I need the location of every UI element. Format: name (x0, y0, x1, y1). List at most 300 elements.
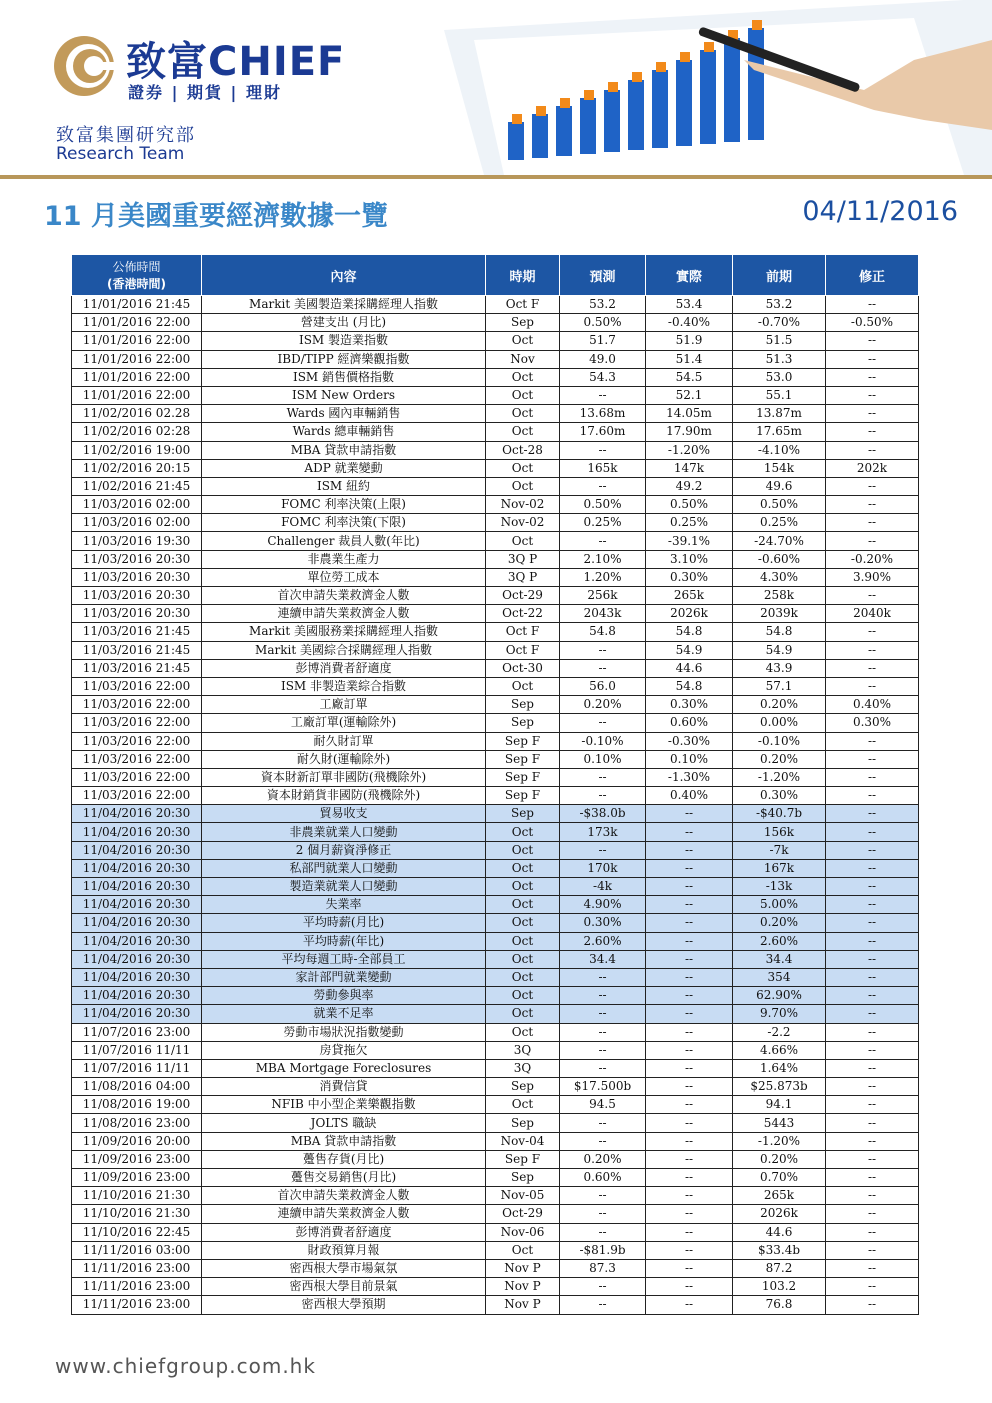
cell-actual: -- (646, 914, 733, 932)
cell-actual: 0.40% (646, 787, 733, 805)
cell-period: Oct F (486, 623, 560, 641)
cell-actual: -- (646, 950, 733, 968)
cell-period: Oct F (486, 296, 560, 314)
cell-period: Oct F (486, 641, 560, 659)
cell-actual: 54.8 (646, 677, 733, 695)
cell-time: 11/03/2016 22:00 (72, 696, 202, 714)
cell-period: Oct (486, 859, 560, 877)
cell-forecast: -- (560, 1187, 646, 1205)
cell-period: Oct (486, 423, 560, 441)
cell-period: Sep F (486, 750, 560, 768)
table-row (72, 441, 919, 459)
cell-content: 資本財銷貨非國防(飛機除外) (202, 787, 486, 805)
cell-time: 11/09/2016 23:00 (72, 1150, 202, 1168)
cell-previous: 62.90% (733, 987, 826, 1005)
cell-forecast: 0.25% (560, 514, 646, 532)
cell-content: 就業不足率 (202, 1005, 486, 1023)
table-row (72, 859, 919, 877)
cell-forecast: -- (560, 1059, 646, 1077)
cell-period: Oct (486, 823, 560, 841)
cell-time: 11/04/2016 20:30 (72, 950, 202, 968)
cell-revised: -- (826, 841, 919, 859)
cell-content: 家計部門就業變動 (202, 968, 486, 986)
cell-previous: 87.2 (733, 1259, 826, 1277)
table-row (72, 332, 919, 350)
cell-period: Sep F (486, 1150, 560, 1168)
cell-time: 11/03/2016 22:00 (72, 768, 202, 786)
cell-previous: 2039k (733, 605, 826, 623)
cell-actual: 54.9 (646, 641, 733, 659)
cell-forecast: 2.10% (560, 550, 646, 568)
cell-period: Nov-05 (486, 1187, 560, 1205)
cell-content: 密西根大學目前景氣 (202, 1278, 486, 1296)
cell-content: Markit 美國服務業採購經理人指數 (202, 623, 486, 641)
cell-time: 11/11/2016 23:00 (72, 1296, 202, 1314)
cell-content: 彭博消費者舒適度 (202, 659, 486, 677)
cell-revised: -- (826, 532, 919, 550)
table-row (72, 1005, 919, 1023)
cell-time: 11/03/2016 20:30 (72, 568, 202, 586)
table-row (72, 1241, 919, 1259)
cell-forecast: -- (560, 968, 646, 986)
cell-period: Sep (486, 1169, 560, 1187)
cell-content: Wards 總車輛銷售 (202, 423, 486, 441)
cell-period: Oct (486, 677, 560, 695)
cell-revised: -- (826, 514, 919, 532)
cell-content: 勞動市場狀況指數變動 (202, 1023, 486, 1041)
cell-previous: 258k (733, 587, 826, 605)
table-row (72, 623, 919, 641)
cell-content: Wards 國內車輛銷售 (202, 405, 486, 423)
cell-revised: -- (826, 1059, 919, 1077)
footer-website: www.chiefgroup.com.hk (55, 1354, 316, 1378)
cell-time: 11/04/2016 20:30 (72, 914, 202, 932)
cell-actual: 3.10% (646, 550, 733, 568)
cell-content: Markit 美國綜合採購經理人指數 (202, 641, 486, 659)
cell-actual: 0.30% (646, 568, 733, 586)
cell-forecast: -- (560, 1023, 646, 1041)
cell-content: ISM 製造業指數 (202, 332, 486, 350)
table-row (72, 1205, 919, 1223)
cell-forecast: 17.60m (560, 423, 646, 441)
cell-previous: 5.00% (733, 896, 826, 914)
department-name-en: Research Team (56, 144, 185, 164)
cell-previous: 43.9 (733, 659, 826, 677)
cell-revised: 3.90% (826, 568, 919, 586)
cell-actual: -- (646, 1023, 733, 1041)
cell-content: ISM New Orders (202, 386, 486, 404)
table-row (72, 1096, 919, 1114)
cell-forecast: 173k (560, 823, 646, 841)
table-row (72, 987, 919, 1005)
cell-actual: -- (646, 805, 733, 823)
cell-content: 密西根大學預期 (202, 1296, 486, 1314)
cell-revised: -- (826, 732, 919, 750)
cell-forecast: -- (560, 477, 646, 495)
cell-previous: -13k (733, 878, 826, 896)
cell-forecast: 256k (560, 587, 646, 605)
cell-forecast: 54.8 (560, 623, 646, 641)
cell-period: Oct (486, 459, 560, 477)
cell-actual: -- (646, 1169, 733, 1187)
cell-previous: 154k (733, 459, 826, 477)
column-header-revised: 修正 (826, 255, 919, 296)
cell-actual: -- (646, 968, 733, 986)
cell-previous: 0.20% (733, 750, 826, 768)
cell-period: 3Q P (486, 568, 560, 586)
cell-revised: -- (826, 496, 919, 514)
cell-previous: 0.20% (733, 914, 826, 932)
cell-time: 11/03/2016 20:30 (72, 605, 202, 623)
cell-content: ISM 紐約 (202, 477, 486, 495)
cell-time: 11/11/2016 23:00 (72, 1259, 202, 1277)
cell-time: 11/03/2016 21:45 (72, 641, 202, 659)
cell-forecast: -- (560, 641, 646, 659)
table-row (72, 1187, 919, 1205)
cell-previous: -$40.7b (733, 805, 826, 823)
table-row (72, 659, 919, 677)
column-header-actual: 實際 (646, 255, 733, 296)
cell-content: 平均時薪(年比) (202, 932, 486, 950)
cell-content: 單位勞工成本 (202, 568, 486, 586)
cell-time: 11/07/2016 11/11 (72, 1059, 202, 1077)
cell-actual: 44.6 (646, 659, 733, 677)
table-row (72, 641, 919, 659)
cell-actual: -- (646, 896, 733, 914)
cell-time: 11/03/2016 02:00 (72, 514, 202, 532)
cell-previous: $25.873b (733, 1078, 826, 1096)
cell-content: FOMC 利率決策(下限) (202, 514, 486, 532)
page-title: 11 月美國重要經濟數據一覽 (44, 201, 388, 232)
cell-period: Nov P (486, 1296, 560, 1314)
cell-forecast: -- (560, 1278, 646, 1296)
cell-period: Oct (486, 932, 560, 950)
cell-revised: -- (826, 932, 919, 950)
cell-forecast: -$38.0b (560, 805, 646, 823)
cell-time: 11/03/2016 20:30 (72, 550, 202, 568)
cell-period: Nov-02 (486, 496, 560, 514)
cell-revised: -- (826, 405, 919, 423)
cell-forecast: 94.5 (560, 1096, 646, 1114)
cell-actual: 52.1 (646, 386, 733, 404)
cell-time: 11/11/2016 03:00 (72, 1241, 202, 1259)
cell-actual: -- (646, 1114, 733, 1132)
cell-time: 11/03/2016 19:30 (72, 532, 202, 550)
cell-forecast: -- (560, 768, 646, 786)
cell-forecast: 170k (560, 859, 646, 877)
cell-period: Oct (486, 914, 560, 932)
cell-previous: -7k (733, 841, 826, 859)
cell-time: 11/01/2016 22:00 (72, 386, 202, 404)
table-row (72, 296, 919, 314)
cell-previous: 0.00% (733, 714, 826, 732)
cell-revised: -- (826, 423, 919, 441)
cell-content: 彭博消費者舒適度 (202, 1223, 486, 1241)
cell-actual: 54.8 (646, 623, 733, 641)
cell-previous: 2.60% (733, 932, 826, 950)
cell-content: JOLTS 職缺 (202, 1114, 486, 1132)
cell-previous: 51.3 (733, 350, 826, 368)
cell-actual: -- (646, 859, 733, 877)
cell-actual: 14.05m (646, 405, 733, 423)
cell-time: 11/03/2016 22:00 (72, 714, 202, 732)
cell-forecast: -- (560, 386, 646, 404)
cell-previous: 44.6 (733, 1223, 826, 1241)
cell-forecast: 56.0 (560, 677, 646, 695)
cell-content: 首次申請失業救濟金人數 (202, 587, 486, 605)
cell-time: 11/03/2016 21:45 (72, 623, 202, 641)
cell-period: Oct-28 (486, 441, 560, 459)
cell-actual: 51.9 (646, 332, 733, 350)
cell-actual: -0.40% (646, 314, 733, 332)
table-row (72, 805, 919, 823)
cell-actual: 2026k (646, 605, 733, 623)
cell-period: Oct (486, 987, 560, 1005)
cell-actual: -0.30% (646, 732, 733, 750)
cell-actual: -- (646, 1278, 733, 1296)
cell-content: 躉售交易銷售(月比) (202, 1169, 486, 1187)
cell-revised: 2040k (826, 605, 919, 623)
cell-time: 11/03/2016 20:30 (72, 587, 202, 605)
table-row (72, 514, 919, 532)
cell-previous: 17.65m (733, 423, 826, 441)
table-row (72, 477, 919, 495)
cell-content: 失業率 (202, 896, 486, 914)
cell-previous: 13.87m (733, 405, 826, 423)
cell-time: 11/04/2016 20:30 (72, 896, 202, 914)
cell-previous: 103.2 (733, 1278, 826, 1296)
cell-period: Oct-29 (486, 587, 560, 605)
cell-period: Nov-04 (486, 1132, 560, 1150)
cell-time: 11/08/2016 04:00 (72, 1078, 202, 1096)
table-row (72, 314, 919, 332)
cell-period: Nov P (486, 1259, 560, 1277)
cell-actual: -- (646, 987, 733, 1005)
cell-revised: -- (826, 350, 919, 368)
table-row (72, 1078, 919, 1096)
cell-actual: -- (646, 1041, 733, 1059)
cell-time: 11/10/2016 21:30 (72, 1205, 202, 1223)
cell-forecast: 0.20% (560, 696, 646, 714)
cell-forecast: -- (560, 841, 646, 859)
cell-period: Oct (486, 1241, 560, 1259)
cell-revised: -- (826, 823, 919, 841)
cell-revised: -- (826, 878, 919, 896)
cell-period: Oct (486, 896, 560, 914)
cell-actual: -- (646, 1005, 733, 1023)
column-header-previous: 前期 (733, 255, 826, 296)
cell-previous: -0.70% (733, 314, 826, 332)
cell-forecast: 53.2 (560, 296, 646, 314)
cell-period: Nov-02 (486, 514, 560, 532)
cell-actual: -- (646, 1259, 733, 1277)
cell-content: 2 個月薪資淨修正 (202, 841, 486, 859)
cell-forecast: -- (560, 1205, 646, 1223)
cell-content: 消費信貸 (202, 1078, 486, 1096)
cell-revised: -- (826, 641, 919, 659)
cell-revised: -- (826, 332, 919, 350)
cell-time: 11/01/2016 22:00 (72, 314, 202, 332)
cell-actual: -- (646, 1132, 733, 1150)
table-row (72, 714, 919, 732)
cell-forecast: 51.7 (560, 332, 646, 350)
cell-content: 平均時薪(月比) (202, 914, 486, 932)
cell-forecast: -- (560, 1223, 646, 1241)
cell-period: Oct (486, 841, 560, 859)
cell-revised: -- (826, 896, 919, 914)
cell-revised: 202k (826, 459, 919, 477)
page-header (0, 0, 992, 178)
cell-actual: -- (646, 1187, 733, 1205)
cell-content: 平均每週工時-全部員工 (202, 950, 486, 968)
cell-revised: -- (826, 368, 919, 386)
cell-content: MBA 貸款申請指數 (202, 441, 486, 459)
cell-content: 連續申請失業救濟金人數 (202, 1205, 486, 1223)
cell-previous: 0.25% (733, 514, 826, 532)
cell-previous: 0.30% (733, 787, 826, 805)
table-row (72, 896, 919, 914)
cell-forecast: -0.10% (560, 732, 646, 750)
cell-actual: -- (646, 1096, 733, 1114)
cell-forecast: 0.10% (560, 750, 646, 768)
cell-actual: 49.2 (646, 477, 733, 495)
cell-time: 11/04/2016 20:30 (72, 1005, 202, 1023)
cell-revised: -0.50% (826, 314, 919, 332)
cell-content: 耐久財訂單 (202, 732, 486, 750)
cell-revised: -- (826, 1223, 919, 1241)
cell-forecast: 0.20% (560, 1150, 646, 1168)
cell-revised: -- (826, 859, 919, 877)
cell-actual: -- (646, 1059, 733, 1077)
cell-period: Oct-29 (486, 1205, 560, 1223)
cell-period: Nov P (486, 1278, 560, 1296)
cell-previous: 167k (733, 859, 826, 877)
cell-forecast: -- (560, 714, 646, 732)
column-header-forecast: 預測 (560, 255, 646, 296)
cell-actual: 147k (646, 459, 733, 477)
cell-previous: 1.64% (733, 1059, 826, 1077)
cell-content: 連續申請失業救濟金人數 (202, 605, 486, 623)
cell-previous: 55.1 (733, 386, 826, 404)
cell-revised: -0.20% (826, 550, 919, 568)
cell-period: Oct (486, 532, 560, 550)
table-row (72, 1150, 919, 1168)
table-row (72, 787, 919, 805)
cell-previous: 54.8 (733, 623, 826, 641)
cell-actual: -- (646, 823, 733, 841)
table-row (72, 932, 919, 950)
cell-time: 11/03/2016 22:00 (72, 750, 202, 768)
cell-revised: -- (826, 768, 919, 786)
cell-forecast: 2043k (560, 605, 646, 623)
cell-period: Oct (486, 332, 560, 350)
cell-time: 11/01/2016 22:00 (72, 368, 202, 386)
cell-revised: -- (826, 1005, 919, 1023)
cell-time: 11/04/2016 20:30 (72, 968, 202, 986)
cell-revised: -- (826, 914, 919, 932)
table-row (72, 1223, 919, 1241)
cell-revised: -- (826, 1150, 919, 1168)
cell-time: 11/04/2016 20:30 (72, 859, 202, 877)
cell-content: 房貸拖欠 (202, 1041, 486, 1059)
cell-revised: -- (826, 477, 919, 495)
table-row (72, 1278, 919, 1296)
cell-content: IBD/TIPP 經濟樂觀指數 (202, 350, 486, 368)
cell-time: 11/08/2016 19:00 (72, 1096, 202, 1114)
cell-previous: -1.20% (733, 768, 826, 786)
cell-revised: -- (826, 1114, 919, 1132)
cell-revised: -- (826, 805, 919, 823)
column-header-content: 內容 (202, 255, 486, 296)
cell-forecast: -- (560, 532, 646, 550)
cell-content: Markit 美國製造業採購經理人指數 (202, 296, 486, 314)
cell-actual: -- (646, 841, 733, 859)
cell-content: MBA Mortgage Foreclosures (202, 1059, 486, 1077)
cell-content: 財政預算月報 (202, 1241, 486, 1259)
cell-time: 11/09/2016 23:00 (72, 1169, 202, 1187)
cell-forecast: 1.20% (560, 568, 646, 586)
cell-forecast: -- (560, 1132, 646, 1150)
cell-content: 非農業就業人口變動 (202, 823, 486, 841)
table-row (72, 677, 919, 695)
cell-actual: -39.1% (646, 532, 733, 550)
cell-actual: 0.30% (646, 696, 733, 714)
cell-time: 11/04/2016 20:30 (72, 878, 202, 896)
cell-forecast: 2.60% (560, 932, 646, 950)
table-row (72, 405, 919, 423)
cell-forecast: 0.30% (560, 914, 646, 932)
cell-period: Oct (486, 477, 560, 495)
cell-previous: 2026k (733, 1205, 826, 1223)
table-row (72, 1169, 919, 1187)
cell-forecast: 4.90% (560, 896, 646, 914)
table-row (72, 496, 919, 514)
cell-previous: 0.70% (733, 1169, 826, 1187)
cell-period: Oct (486, 1096, 560, 1114)
cell-time: 11/02/2016 02:28 (72, 423, 202, 441)
cell-time: 11/03/2016 21:45 (72, 659, 202, 677)
cell-revised: -- (826, 623, 919, 641)
cell-revised: -- (826, 1259, 919, 1277)
cell-time: 11/03/2016 22:00 (72, 677, 202, 695)
table-row (72, 1296, 919, 1314)
cell-period: Sep F (486, 732, 560, 750)
table-row (72, 587, 919, 605)
cell-time: 11/11/2016 23:00 (72, 1278, 202, 1296)
cell-previous: 0.20% (733, 696, 826, 714)
cell-previous: -4.10% (733, 441, 826, 459)
cell-period: Oct-30 (486, 659, 560, 677)
cell-period: Sep (486, 314, 560, 332)
table-row (72, 823, 919, 841)
table-row (72, 350, 919, 368)
cell-actual: -- (646, 1296, 733, 1314)
cell-time: 11/08/2016 23:00 (72, 1114, 202, 1132)
cell-content: 營建支出 (月比) (202, 314, 486, 332)
cell-revised: -- (826, 1241, 919, 1259)
brand-name: 致富CHIEF (126, 39, 346, 85)
cell-actual: 54.5 (646, 368, 733, 386)
cell-time: 11/03/2016 22:00 (72, 732, 202, 750)
cell-revised: -- (826, 587, 919, 605)
cell-time: 11/04/2016 20:30 (72, 841, 202, 859)
cell-previous: 0.50% (733, 496, 826, 514)
cell-previous: 57.1 (733, 677, 826, 695)
cell-revised: -- (826, 677, 919, 695)
cell-previous: 9.70% (733, 1005, 826, 1023)
cell-period: Oct (486, 1005, 560, 1023)
cell-forecast: 54.3 (560, 368, 646, 386)
